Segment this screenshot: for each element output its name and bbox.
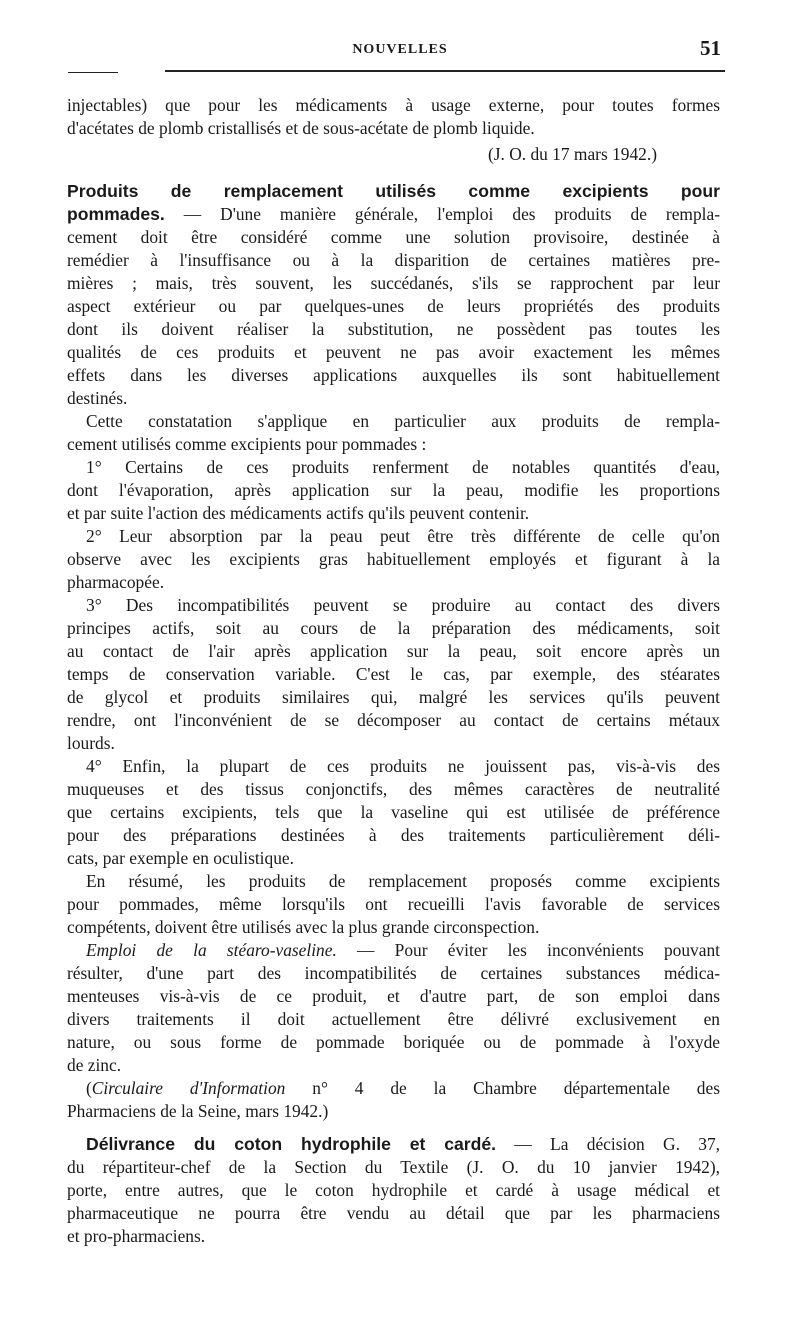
text-line: menteuses vis-à-vis de ce produit, et d'autre part, de son emploi dans bbox=[67, 986, 720, 1006]
text-line: et pro-pharmaciens. bbox=[67, 1226, 206, 1246]
summary-paragraph: En résumé, les produits de remplacement proposés comme excipients bbox=[86, 871, 720, 891]
text-line: pour des préparations destinées à des traitements particulièrement déli- bbox=[67, 825, 720, 845]
text-line: du répartiteur-chef de la Section du Textile (J. O. du 10 janvier 1942), bbox=[67, 1157, 720, 1177]
text-line: muqueuses et des tissus conjonctifs, des mêmes caractères de neutralité bbox=[67, 779, 720, 799]
text-line: injectables) que pour les médicaments à usage externe, pour toutes formes bbox=[67, 95, 720, 115]
text-line: cement doit être considéré comme une solution provisoire, destinée à bbox=[67, 227, 720, 247]
header-rule-left bbox=[68, 72, 118, 73]
text-line: remédier à l'insuffisance ou à la disparition de certaines matières pre- bbox=[67, 250, 720, 270]
text-line: principes actifs, soit au cours de la préparation des médicaments, soit bbox=[67, 618, 720, 638]
circular-citation bbox=[86, 1077, 720, 1099]
text-line: destinés. bbox=[67, 388, 128, 408]
list-item-2: 2° Leur absorption par la peau peut être très différente de celle qu'on bbox=[86, 526, 720, 546]
text-line: effets dans les diverses applications auxquelles ils sont habituellement bbox=[67, 365, 720, 385]
text-line: mières ; mais, très souvent, les succédanés, s'ils se rapprochent par leur bbox=[67, 273, 720, 293]
text-line: porte, entre autres, que le coton hydrophile et cardé à usage médical et bbox=[67, 1180, 720, 1200]
text-line: lourds. bbox=[67, 733, 115, 753]
text-line: que certains excipients, tels que la vaseline qui est utilisée de préférence bbox=[67, 802, 720, 822]
text-line: pharmacopée. bbox=[67, 572, 165, 592]
text-run: — La décision G. 37, bbox=[496, 1134, 720, 1154]
list-item-3: 3° Des incompatibilités peuvent se produire au contact des divers bbox=[86, 595, 720, 615]
text-line: résulter, d'une part des incompatibilités de certaines substances médica- bbox=[67, 963, 720, 983]
text-line: divers traitements il doit actuellement être délivré exclusivement en bbox=[67, 1009, 720, 1029]
citation-title: Circulaire d'Information bbox=[91, 1078, 286, 1098]
text-line: de glycol et produits similaires qui, malgré les services qu'ils peuvent bbox=[67, 687, 720, 707]
text-line: pharmaceutique ne pourra être vendu au détail que par les pharmaciens bbox=[67, 1203, 720, 1223]
header-rule-right bbox=[165, 70, 725, 72]
text-line: d'acétates de plomb cristallisés et de sous-acétate de plomb liquide. bbox=[67, 118, 535, 138]
text-line: cats, par exemple en oculistique. bbox=[67, 848, 294, 868]
section-heading: Produits de remplacement utilisés comme excipients pour bbox=[67, 181, 720, 201]
text-line bbox=[67, 203, 720, 225]
page-header bbox=[0, 36, 800, 66]
text-line: pour pommades, même lorsqu'ils ont recueilli l'avis favorable de services bbox=[67, 894, 720, 914]
running-head: NOUVELLES bbox=[352, 42, 448, 57]
text-line: aspect extérieur ou par quelques-unes de leurs propriétés des produits bbox=[67, 296, 720, 316]
list-item-4: 4° Enfin, la plupart de ces produits ne jouissent pas, vis-à-vis des bbox=[86, 756, 720, 776]
list-item-1: 1° Certains de ces produits renferment de notables quantités d'eau, bbox=[86, 457, 720, 477]
text-line: rendre, ont l'inconvénient de se décomposer au contact de certains métaux bbox=[67, 710, 720, 730]
coton-heading-line bbox=[86, 1133, 720, 1155]
text-run: ( bbox=[86, 1078, 92, 1098]
section-heading-end: pommades. bbox=[67, 204, 165, 224]
text-run: n° 4 de la Chambre départementale des bbox=[285, 1078, 720, 1098]
text-line: cement utilisés comme excipients pour pommades : bbox=[67, 434, 427, 454]
text-line: qualités de ces produits et peuvent ne pas avoir exactement les mêmes bbox=[67, 342, 720, 362]
text-line: compétents, doivent être utilisés avec la plus grande circonspection. bbox=[67, 917, 540, 937]
text-run: — D'une manière générale, l'emploi des produits de rempla- bbox=[164, 204, 720, 224]
text-line: et par suite l'action des médicaments actifs qu'ils peuvent contenir. bbox=[67, 503, 530, 523]
subsection-line bbox=[86, 939, 720, 961]
text-line: temps de conservation variable. C'est le cas, par exemple, des stéarates bbox=[67, 664, 720, 684]
text-run: — Pour éviter les inconvénients pouvant bbox=[336, 940, 720, 960]
text-line: dont ils doivent réaliser la substitution, ne possèdent pas toutes les bbox=[67, 319, 720, 339]
text-line: observe avec les excipients gras habituellement employés et figurant à la bbox=[67, 549, 720, 569]
text-line: Cette constatation s'applique en particulier aux produits de rempla- bbox=[86, 411, 720, 431]
page-number: 51 bbox=[700, 36, 721, 60]
text-line: de zinc. bbox=[67, 1055, 122, 1075]
text-line: Pharmaciens de la Seine, mars 1942.) bbox=[67, 1101, 329, 1121]
section-heading: Délivrance du coton hydrophile et cardé. bbox=[86, 1134, 497, 1154]
text-line: dont l'évaporation, après application sur la peau, modifie les proportions bbox=[67, 480, 720, 500]
subsection-title: Emploi de la stéaro-vaseline. bbox=[86, 940, 337, 960]
source-citation: (J. O. du 17 mars 1942.) bbox=[487, 144, 657, 164]
text-line: nature, ou sous forme de pommade boriquée ou de pommade à l'oxyde bbox=[67, 1032, 720, 1052]
text-line: au contact de l'air après application sur la peau, soit encore après un bbox=[67, 641, 720, 661]
